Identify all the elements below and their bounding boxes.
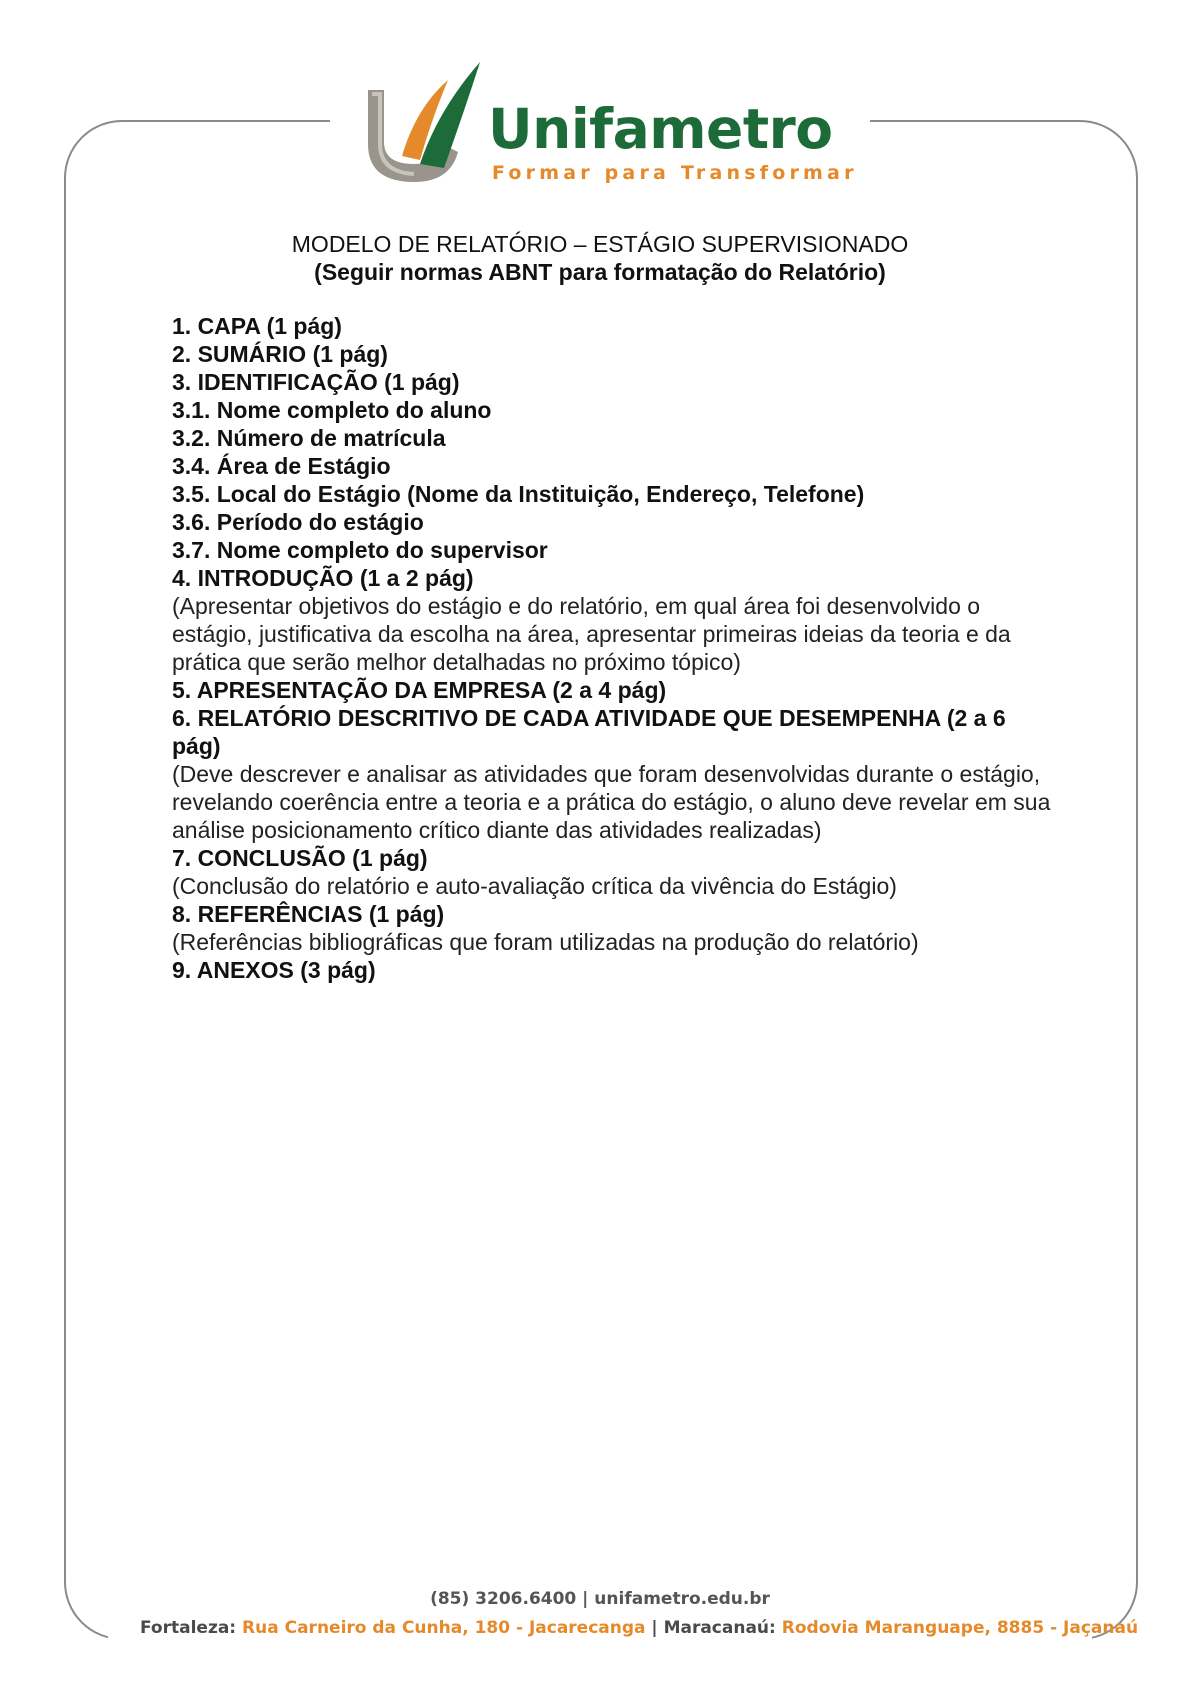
footer-contact: (85) 3206.6400 | unifametro.edu.br	[430, 1589, 770, 1609]
footer-address-maracanau: Rodovia Maranguape, 8885 - Jaçanaú	[775, 1618, 1139, 1638]
outline-description: (Deve descrever e analisar as atividades que foram desenvolvidas durante o estágio, revelando coerência entre a teoria e a prática do estágio, o aluno deve revelar em sua análise posicionamento crítico diante das atividades realizadas)	[172, 761, 1051, 843]
unifametro-logo	[362, 60, 862, 188]
outline-item: 3.1. Nome completo do aluno	[172, 397, 492, 423]
outline-item: 8. REFERÊNCIAS (1 pág)	[172, 901, 445, 927]
footer-separator: |	[645, 1618, 664, 1638]
outline-description: (Conclusão do relatório e auto-avaliação crítica da vivência do Estágio)	[172, 873, 897, 899]
footer-addresses	[140, 1618, 1138, 1638]
outline-item: 3.7. Nome completo do supervisor	[172, 537, 548, 563]
outline-item: 1. CAPA (1 pág)	[172, 313, 342, 339]
footer-address-fortaleza: Rua Carneiro da Cunha, 180 - Jacarecanga	[236, 1618, 646, 1638]
document-title: MODELO DE RELATÓRIO – ESTÁGIO SUPERVISIONADO	[291, 231, 909, 257]
document-subtitle: (Seguir normas ABNT para formatação do Relatório)	[314, 259, 886, 285]
outline-description: (Apresentar objetivos do estágio e do relatório, em qual área foi desenvolvido o estágio, justificativa da escolha na área, apresentar primeiras ideias da teoria e da prática que serão melhor detalhadas no próximo tópico)	[172, 593, 1011, 675]
footer-city-maracanau: Maracanaú:	[663, 1618, 776, 1638]
outline-item: 3.5. Local do Estágio (Nome da Instituição, Endereço, Telefone)	[172, 481, 865, 507]
outline-item: 9. ANEXOS (3 pág)	[172, 957, 376, 983]
brand-name: Unifametro	[488, 97, 833, 161]
outline-description: (Referências bibliográficas que foram utilizadas na produção do relatório)	[172, 929, 919, 955]
outline-item: 3.2. Número de matrícula	[172, 425, 446, 451]
outline-item: 3.6. Período do estágio	[172, 509, 424, 535]
logo-mark-icon	[362, 60, 486, 186]
brand-tagline: Formar para Transformar	[492, 162, 858, 184]
outline-item: 7. CONCLUSÃO (1 pág)	[172, 845, 428, 871]
outline-item: 6. RELATÓRIO DESCRITIVO DE CADA ATIVIDADE QUE DESEMPENHA (2 a 6 pág)	[172, 705, 1006, 759]
outline-item: 3. IDENTIFICAÇÃO (1 pág)	[172, 369, 460, 395]
outline-item: 3.4. Área de Estágio	[172, 453, 391, 479]
footer-city-fortaleza: Fortaleza:	[140, 1618, 237, 1638]
outline-item: 5. APRESENTAÇÃO DA EMPRESA (2 a 4 pág)	[172, 677, 667, 703]
outline-item: 2. SUMÁRIO (1 pág)	[172, 341, 388, 367]
outline-item: 4. INTRODUÇÃO (1 a 2 pág)	[172, 565, 474, 591]
report-outline	[172, 312, 1052, 984]
